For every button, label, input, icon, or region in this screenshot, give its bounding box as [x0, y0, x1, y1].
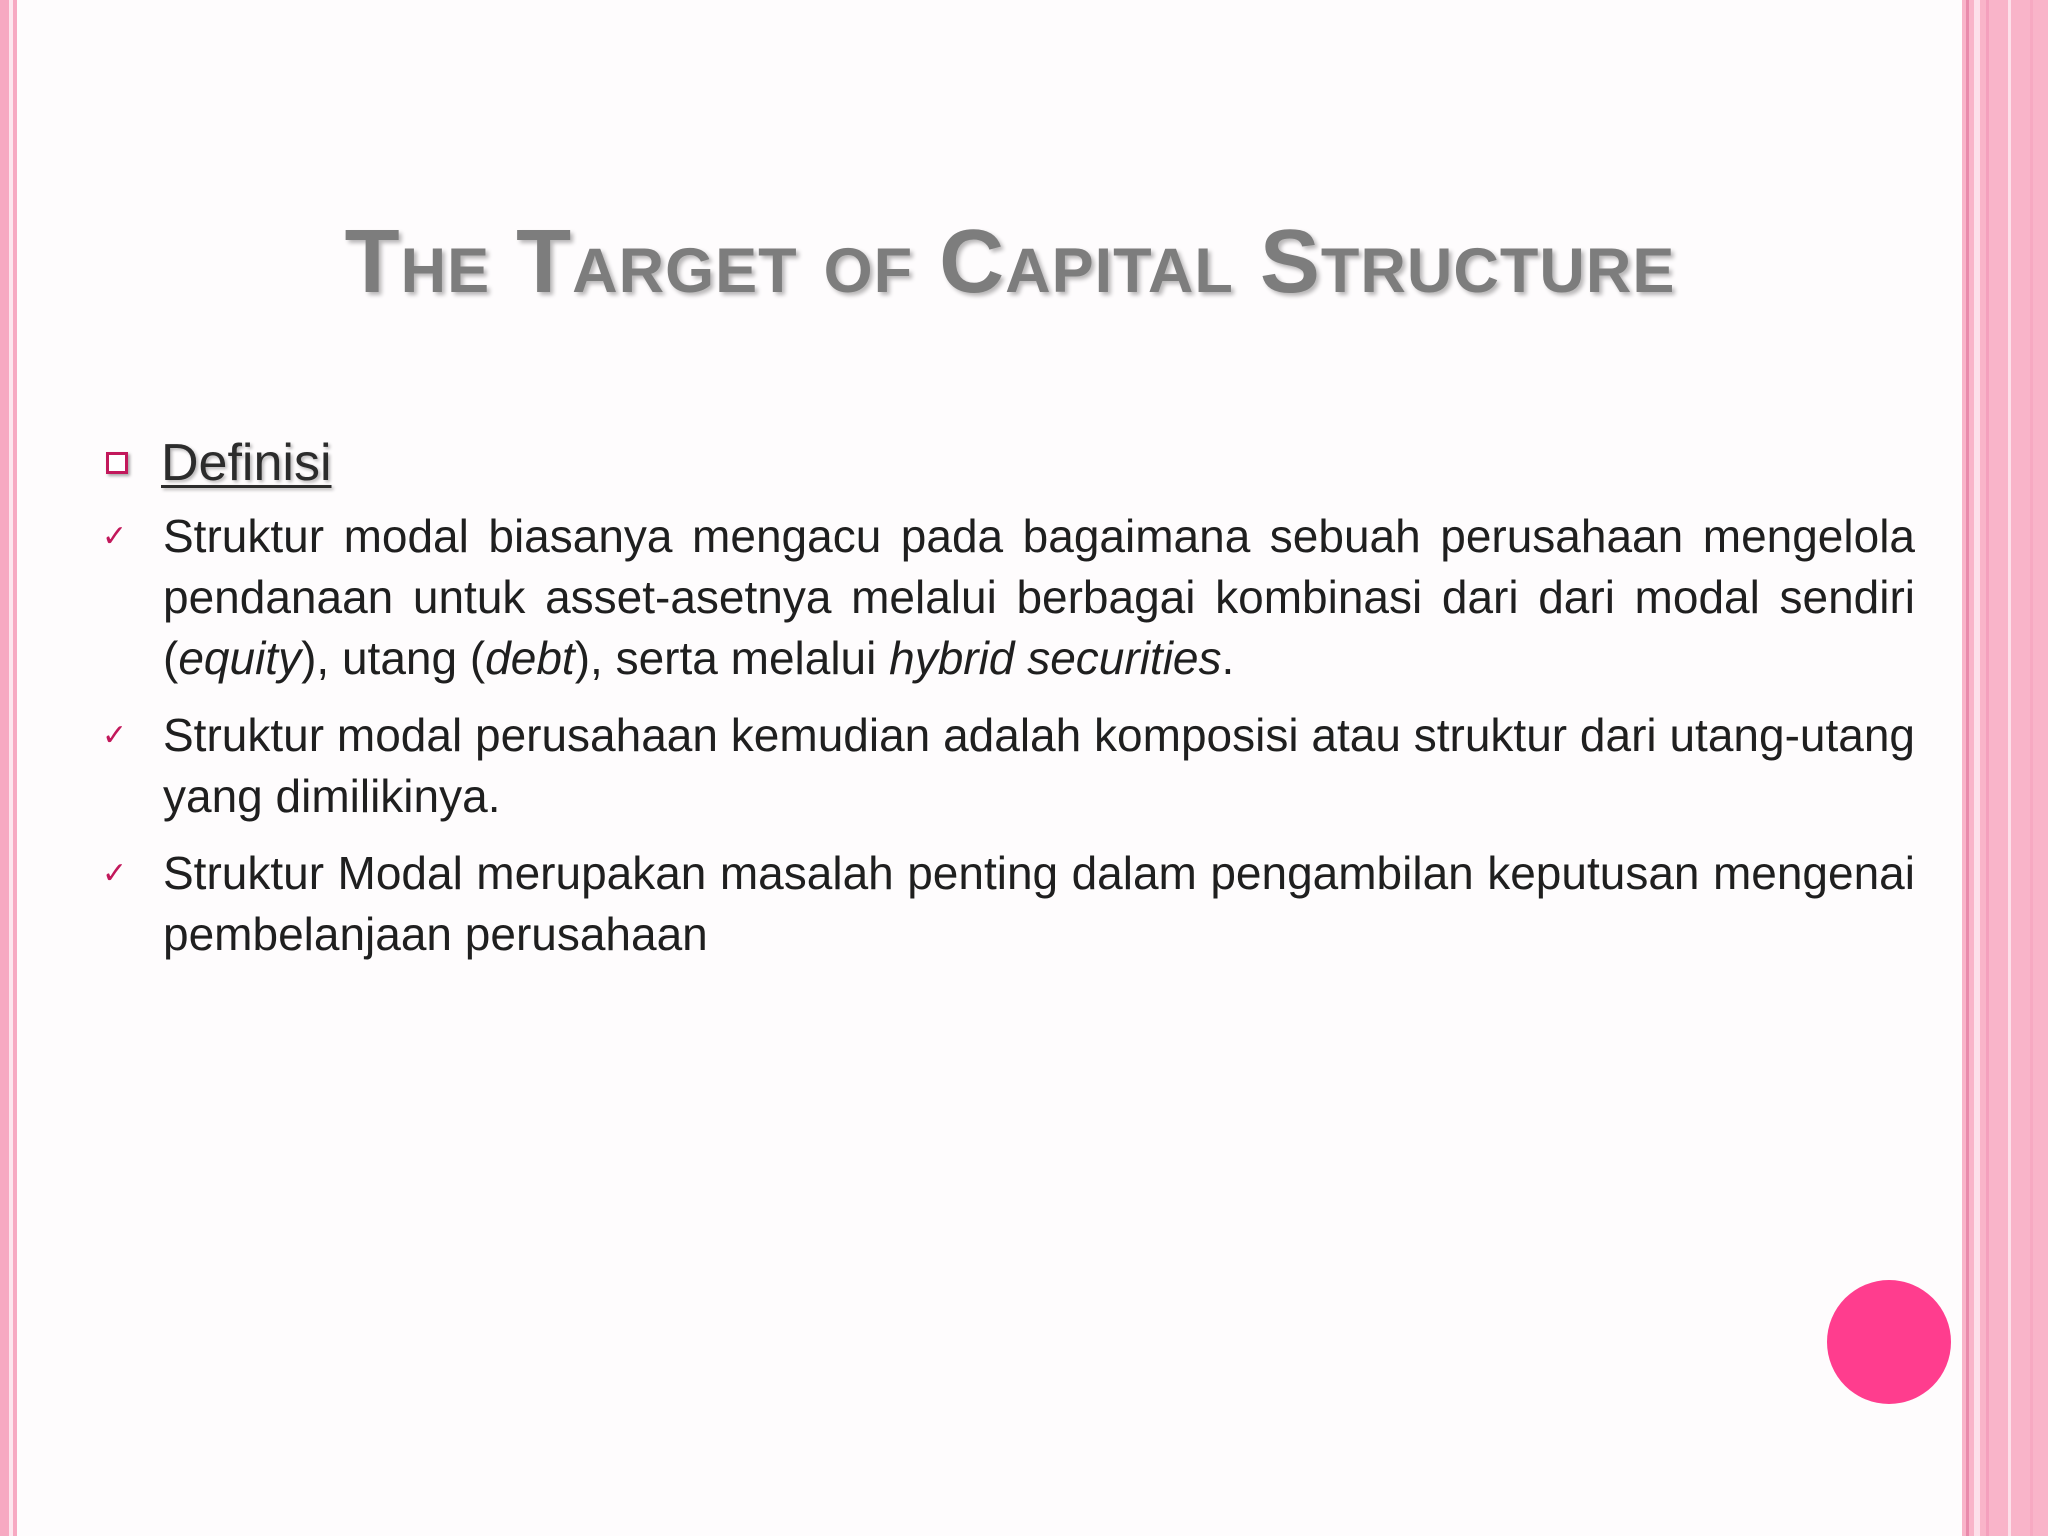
- right-border-line: [1974, 0, 1980, 1536]
- right-border-line: [1966, 0, 1969, 1536]
- slide-content: [100, 428, 1915, 981]
- section-heading: Definisi: [161, 434, 332, 492]
- left-border-stripe-inner: [13, 0, 17, 1536]
- italic-term: debt: [485, 632, 575, 684]
- list-item: [100, 705, 1915, 827]
- text-segment: .: [1221, 632, 1235, 684]
- text-segment: ), serta melalui: [574, 632, 890, 684]
- text-segment: Struktur modal biasanya mengacu pada bagaimana sebuah perusahaan mengelola pendanaan untuk asset-asetnya melalui berbagai kombinasi dari dari modal sendiri (: [163, 510, 1915, 684]
- list-item-text: Struktur Modal merupakan masalah penting dalam pengambilan keputusan mengenai pembelanjaan perusahaan: [163, 847, 1915, 960]
- list-item: [100, 506, 1915, 689]
- italic-term: hybrid securities: [889, 632, 1222, 684]
- right-border-line: [2030, 0, 2033, 1536]
- section-heading-row: [100, 428, 1915, 498]
- list-item-text: Struktur modal perusahaan kemudian adalah komposisi atau struktur dari utang-utang yang dimilikinya.: [163, 709, 1915, 822]
- italic-term: equity: [178, 632, 302, 684]
- square-bullet-icon: [106, 452, 128, 474]
- list-item: [100, 843, 1915, 965]
- text-segment: ), utang (: [301, 632, 486, 684]
- right-border-line: [1986, 0, 1989, 1536]
- checkmark-icon: ✓: [102, 857, 128, 890]
- slide-title: The Target of Capital Structure: [344, 212, 1676, 312]
- list-item-text: [163, 506, 1915, 689]
- right-border-line: [2008, 0, 2011, 1536]
- decorative-circle: [1827, 1280, 1951, 1404]
- checkmark-icon: ✓: [102, 719, 128, 752]
- checkmark-icon: ✓: [102, 520, 128, 553]
- left-border-stripe: [0, 0, 9, 1536]
